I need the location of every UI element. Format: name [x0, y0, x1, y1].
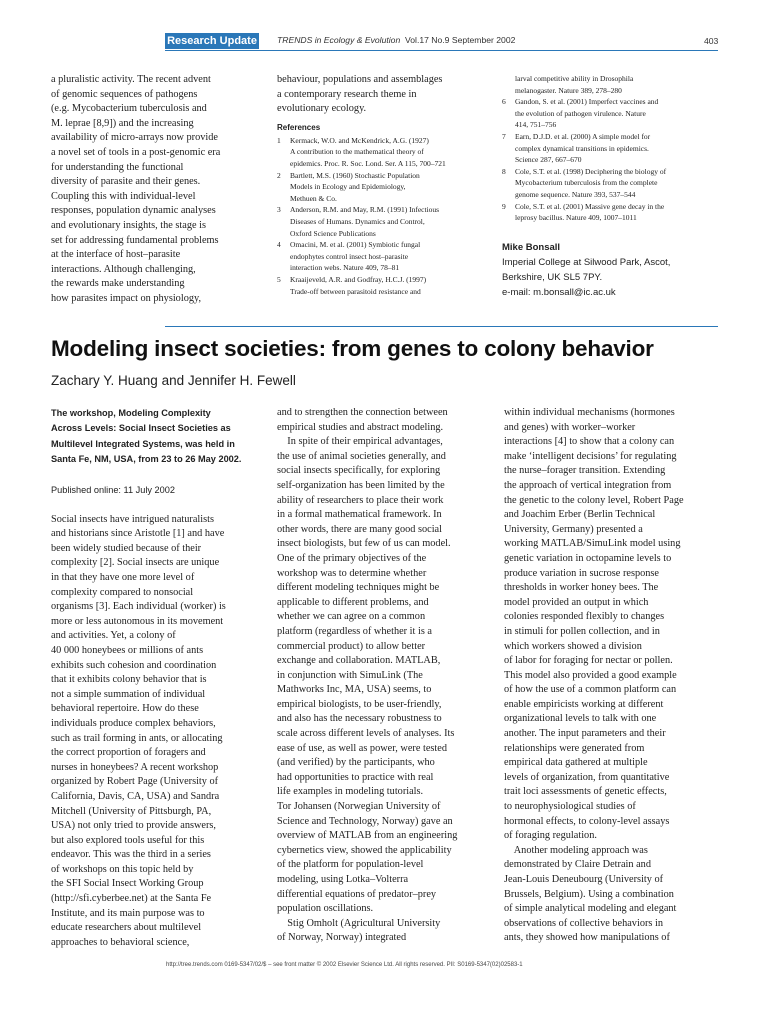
- text-line: hormonal effects, to colony-level assays: [504, 815, 670, 827]
- text-line: cybernetics view, showed the applicability: [277, 844, 452, 856]
- text-line: (http://sfi.cyberbee.net) at the Santa Fe: [51, 893, 212, 905]
- article-col1: [51, 406, 266, 950]
- text-line: in that they have one more level of: [51, 572, 195, 583]
- text-line: Stig Omholt (Agricultural University: [277, 917, 441, 929]
- author-block: [502, 240, 720, 300]
- text-line: another. The input parameters and their: [504, 728, 666, 740]
- text-line: but also explored tools useful for this: [51, 834, 205, 846]
- text-line: other words, there are many good social: [277, 523, 442, 535]
- text-line: working MATLAB/SimuLink model using: [504, 538, 681, 550]
- reference-text: melanogaster. Nature 389, 278–280: [515, 85, 622, 95]
- text-line: which workers showed a division: [504, 640, 642, 652]
- prev-article-col2: [277, 73, 492, 297]
- text-line: and evolutionary insights, the stage is: [51, 219, 207, 231]
- text-line: One of the primary objectives of the: [277, 552, 427, 564]
- author-affiliation: Imperial College at Silwood Park, Ascot,: [502, 256, 671, 268]
- text-line: M. leprae [8,9]) and the increasing: [51, 117, 194, 129]
- text-line: the rewards make understanding: [51, 278, 185, 290]
- article-summary: [51, 406, 266, 468]
- text-line: empirical biologists, to be user-friendly,: [277, 698, 442, 710]
- text-line: set for addressing fundamental problems: [51, 234, 219, 246]
- text-line: in stimuli for pollen collection, and in: [504, 625, 660, 637]
- text-line: that it exhibits colony behavior that is: [51, 674, 207, 686]
- text-line: insect biologists, but few of us can model.: [277, 538, 451, 550]
- text-line: been widely studied because of their: [51, 542, 202, 554]
- text-line: make ‘intelligent decisions’ for regulating: [504, 450, 677, 462]
- reference-text: endophytes control insect host–parasite: [290, 251, 409, 261]
- text-line: the correct proportion of foragers and: [51, 747, 206, 759]
- text-line: Jean-Louis Deneubourg (University of: [504, 874, 664, 885]
- text-line: such as trail forming in ants, or allocating: [51, 732, 223, 744]
- text-line: produce variation in sucrose response: [504, 567, 659, 579]
- header-rule: [165, 50, 718, 51]
- text-line: the SFI Social Insect Working Group: [51, 878, 204, 890]
- text-line: different modeling techniques might be: [277, 582, 440, 594]
- reference-text: Oxford Science Publications: [290, 228, 376, 238]
- text-line: population oscillations.: [277, 903, 374, 915]
- text-line: empirical studies and abstract modeling.: [277, 421, 444, 433]
- text-line: ease of use, as well as power, were tested: [277, 742, 447, 754]
- reference-text: Gandon, S. et al. (2001) Imperfect vaccines and: [515, 97, 659, 107]
- reference-text: 414, 751–756: [515, 120, 557, 130]
- text-line: Institute, and its main purpose was to: [51, 907, 205, 919]
- text-line: at the interface of host–parasite: [51, 249, 181, 261]
- text-line: interactions. Although challenging,: [51, 263, 196, 275]
- published-date: Published online: 11 July 2002: [51, 484, 175, 495]
- text-line: behavioral repertoire. How do these: [51, 703, 199, 715]
- summary-line: The workshop, Modeling Complexity: [51, 408, 211, 418]
- reference-number: 8: [502, 166, 506, 176]
- article-title: Modeling insect societies: from genes to colony behavior: [51, 336, 654, 361]
- references-list: [277, 135, 492, 297]
- text-line: Another modeling approach was: [504, 844, 648, 856]
- reference-item: [277, 274, 492, 297]
- text-line: workshop was to determine whether: [277, 567, 427, 579]
- reference-text: Earn, D.J.D. et al. (2000) A simple model for: [515, 131, 651, 141]
- text-line: a novel set of tools in a post-genomic era: [51, 146, 221, 158]
- text-line: how parasites impact on physiology,: [51, 292, 202, 304]
- text-line: availability of micro-arrays now provide: [51, 132, 218, 144]
- text-line: and genes) with worker–worker: [504, 421, 636, 433]
- reference-number: 5: [277, 274, 281, 284]
- reference-text: interaction webs. Nature 409, 78–81: [290, 263, 400, 273]
- text-line: the nurse–forager transition. Extending: [504, 465, 666, 477]
- prev-article-col1: [51, 73, 266, 307]
- text-line: for understanding the functional: [51, 161, 184, 173]
- text-line: complexity [2]. Social insects are unique: [51, 557, 220, 569]
- text-line: Mathworks Inc, MA, USA) seems, to: [277, 684, 432, 696]
- text-line: of foraging regulation.: [504, 830, 597, 842]
- text-line: trait loci assessments of genetic effects,: [504, 786, 667, 798]
- text-line: endeavor. This was the third in a series: [51, 849, 211, 861]
- text-line: the use of animal societies generally, and: [277, 450, 446, 462]
- text-line: evolutionary ecology.: [277, 103, 367, 115]
- reference-item: [277, 135, 492, 170]
- text-line: behaviour, populations and assemblages: [277, 74, 443, 85]
- reference-item: [502, 201, 720, 224]
- reference-text: A contribution to the mathematical theory of: [290, 147, 424, 157]
- text-line: of labor for foraging for nectar or pollen.: [504, 655, 673, 667]
- reference-text: Trade-off between parasitoid resistance and: [290, 286, 421, 296]
- text-line: complexity compared to nonsocial: [51, 586, 194, 598]
- text-line: enable empiricists working at different: [504, 698, 664, 710]
- text-line: interactions [4] to show that a colony can: [504, 436, 675, 448]
- reference-text: Omacini, M. et al. (2001) Symbiotic fungal: [290, 240, 421, 250]
- text-line: overview of MATLAB from an engineering: [277, 830, 458, 842]
- text-line: demonstrated by Claire Detrain and: [504, 859, 651, 871]
- reference-text: the evolution of pathogen virulence. Nature: [515, 108, 646, 118]
- text-line: commercial product) to allow better: [277, 640, 426, 652]
- text-line: exchange and collaboration. MATLAB,: [277, 655, 441, 667]
- reference-item: [502, 131, 720, 166]
- text-line: of simple analytical modeling and elegant: [504, 903, 677, 915]
- text-line: the genetic to the colony level, Robert Page: [504, 494, 684, 506]
- text-line: and Joachim Erber (Berlin Technical: [504, 509, 656, 521]
- reference-text: epidemics. Proc. R. Soc. Lond. Ser. A 115, 700–721: [290, 158, 446, 168]
- article-authors: Zachary Y. Huang and Jennifer H. Fewell: [51, 373, 296, 388]
- text-line: organized by Robert Page (University of: [51, 776, 219, 788]
- text-line: California, Davis, CA, USA) and Sandra: [51, 790, 220, 802]
- text-line: of how the use of a common platform can: [504, 684, 677, 696]
- reference-text: Cole, S.T. et al. (2001) Massive gene decay in the: [515, 201, 665, 211]
- text-line: and activities. Yet, a colony of: [51, 630, 176, 642]
- reference-text: Diseases of Humans. Dynamics and Control,: [290, 216, 425, 226]
- text-line: levels of organization, from quantitative: [504, 771, 670, 783]
- author-affiliation: Berkshire, UK SL5 7PY.: [502, 271, 603, 283]
- text-line: the approach of vertical integration from: [504, 479, 672, 491]
- text-line: empirical data gathered at multiple: [504, 757, 648, 769]
- volume-info: Vol.17 No.9 September 2002: [405, 35, 516, 45]
- reference-number: 7: [502, 131, 506, 141]
- text-line: thresholds in worker honey bees. The: [504, 582, 659, 594]
- text-line: (and verified) by the participants, who: [277, 757, 435, 769]
- text-line: of Norway, Norway) integrated: [277, 932, 407, 944]
- section-tag: Research Update: [165, 33, 259, 49]
- text-line: and also has the necessary robustness to: [277, 713, 442, 725]
- reference-text: larval competitive ability in Drosophila: [515, 74, 634, 83]
- reference-number: 9: [502, 201, 506, 211]
- text-line: social insects specifically, for exploring: [277, 465, 441, 477]
- reference-item: [277, 170, 492, 205]
- text-line: a contemporary research theme in: [277, 88, 417, 100]
- text-line: a pluralistic activity. The recent advent: [51, 74, 211, 85]
- text-line: ants, they showed how manipulations of: [504, 932, 670, 944]
- journal-info: [277, 35, 515, 45]
- reference-number: 6: [502, 97, 506, 107]
- text-line: within individual mechanisms (hormones: [504, 407, 675, 418]
- reference-text: Kraaijeveld, A.R. and Godfray, H.C.J. (1997): [290, 274, 427, 284]
- text-line: life examples in modeling tutorials.: [277, 786, 424, 798]
- author-affiliation: e-mail: m.bonsall@ic.ac.uk: [502, 286, 616, 298]
- footer: http://tree.trends.com 0169-5347/02/$ – see front matter © 2002 Elsevier Science Ltd. All rights reserved. PII: S0169-5347(02)02583-1: [166, 962, 523, 968]
- text-line: platform (regardless of whether it is a: [277, 625, 432, 637]
- text-line: and historians since Aristotle [1] and have: [51, 528, 225, 540]
- text-line: organizational levels to talk with one: [504, 713, 657, 725]
- text-line: diversity of parasite and their genes.: [51, 176, 201, 188]
- text-line: ability of researchers to place their work: [277, 494, 444, 506]
- reference-text: Models in Ecology and Epidemiology,: [290, 182, 406, 192]
- summary-line: Across Levels: Social Insect Societies as: [51, 423, 231, 434]
- reference-text: leprosy bacillus. Nature 409, 1007–1011: [515, 213, 637, 223]
- text-line: This model also provided a good example: [504, 669, 677, 681]
- reference-number: 2: [277, 170, 281, 180]
- text-line: not a simple summation of individual: [51, 688, 206, 700]
- reference-text: genome sequence. Nature 393, 537–544: [515, 189, 636, 199]
- reference-text: complex dynamical transitions in epidemics.: [515, 143, 649, 153]
- text-line: USA) not only tried to provide answers,: [51, 820, 217, 832]
- text-line: Social insects have intrigued naturalists: [51, 513, 214, 525]
- reference-item: [277, 239, 492, 274]
- text-line: scale across different levels of analyses. Its: [277, 728, 455, 740]
- text-line: differential equations of predator–prey: [277, 888, 437, 900]
- article-col2: [277, 406, 492, 946]
- reference-number: 1: [277, 135, 281, 145]
- text-line: educate researchers about multilevel: [51, 922, 202, 934]
- text-line: colonies responded flexibly to changes: [504, 611, 665, 623]
- reference-item: [502, 96, 720, 131]
- text-line: approaches to behavioral science,: [51, 936, 190, 948]
- reference-item: [277, 204, 492, 239]
- text-line: Mitchell (University of Pittsburgh, PA,: [51, 805, 212, 817]
- author-name: Mike Bonsall: [502, 241, 561, 253]
- text-line: individuals produce complex behaviors,: [51, 717, 216, 729]
- reference-text: Anderson, R.M. and May, R.M. (1991) Infectious: [290, 205, 440, 215]
- text-line: in conjunction with SimuLink (The: [277, 669, 423, 681]
- references-list-continued: [502, 73, 720, 224]
- text-line: nurses in honeybees? A recent workshop: [51, 761, 219, 773]
- journal-name: TRENDS in Ecology & Evolution: [277, 35, 401, 45]
- text-line: of genomic sequences of pathogens: [51, 88, 198, 100]
- text-line: self-organization has been limited by the: [277, 479, 445, 491]
- text-line: to neurophysiological studies of: [504, 801, 636, 813]
- text-line: organisms [3]. Each individual (worker) is: [51, 601, 226, 613]
- text-line: had opportunities to practice with real: [277, 771, 434, 783]
- text-line: observations of collective behaviors in: [504, 917, 663, 929]
- references-heading: References: [277, 122, 321, 132]
- reference-number: 4: [277, 240, 281, 250]
- reference-number: 3: [277, 205, 281, 215]
- text-line: Brussels, Belgium). Using a combination: [504, 888, 674, 900]
- article-rule: [165, 326, 718, 327]
- reference-text: Methuen & Co.: [290, 193, 337, 203]
- text-line: in a formal mathematical framework. In: [277, 509, 442, 521]
- reference-item: [502, 73, 720, 96]
- reference-text: Bartlett, M.S. (1960) Stochastic Population: [290, 170, 420, 180]
- reference-text: Kermack, W.O. and McKendrick, A.G. (1927): [290, 135, 429, 145]
- text-line: Science and Technology, Norway) gave an: [277, 815, 453, 827]
- prev-article-col3: [502, 73, 720, 300]
- reference-item: [502, 166, 720, 201]
- text-line: whether we can agree on a common: [277, 611, 426, 623]
- text-line: genetic variation in octopamine levels to: [504, 552, 672, 564]
- text-line: exhibits such cohesion and coordination: [51, 659, 217, 671]
- summary-line: Multilevel Integrated Systems, was held in: [51, 438, 235, 449]
- text-line: and to strengthen the connection between: [277, 407, 448, 418]
- text-line: of the platform for population-level: [277, 859, 424, 871]
- page-number: 403: [704, 36, 719, 46]
- text-line: more or less autonomous in its movement: [51, 615, 224, 627]
- text-line: In spite of their empirical advantages,: [277, 436, 443, 448]
- text-line: University, Germany) presented a: [504, 523, 643, 535]
- reference-text: Mycobacterium tuberculosis from the complete: [515, 178, 658, 188]
- text-line: of workshops on this topic held by: [51, 863, 194, 875]
- text-line: Tor Johansen (Norwegian University of: [277, 801, 441, 813]
- text-line: Coupling this with individual-level: [51, 190, 196, 202]
- summary-line: Santa Fe, NM, USA, from 23 to 26 May 2002.: [51, 454, 242, 465]
- text-line: (e.g. Mycobacterium tuberculosis and: [51, 103, 207, 115]
- text-line: responses, population dynamic analyses: [51, 205, 216, 217]
- reference-text: Cole, S.T. et al. (1998) Deciphering the biology of: [515, 166, 667, 176]
- reference-text: Science 287, 667–670: [515, 155, 582, 165]
- text-line: 40 000 honeybees or millions of ants: [51, 644, 204, 656]
- text-line: model provided an output in which: [504, 596, 649, 608]
- text-line: modeling, using Lotka–Volterra: [277, 874, 409, 885]
- text-line: applicable to different problems, and: [277, 596, 429, 608]
- text-line: relationships were generated from: [504, 742, 645, 754]
- reference-number: [502, 73, 515, 96]
- article-col3: [504, 406, 720, 946]
